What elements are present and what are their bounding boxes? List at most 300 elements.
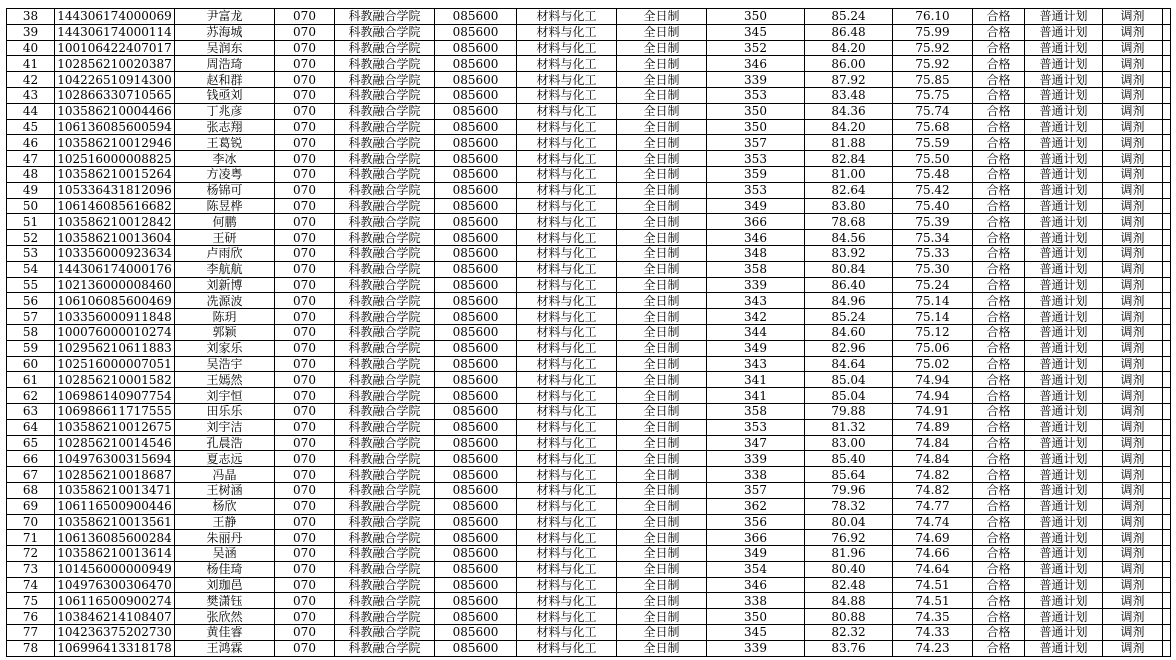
cell-initial-score: 349 (707, 546, 805, 562)
cell-initial-score: 350 (707, 9, 805, 25)
cell-qualification: 合格 (973, 56, 1025, 72)
cell-exam-id: 103586210012842 (55, 214, 175, 230)
cell-study-mode: 全日制 (617, 514, 707, 530)
cell-qualification: 合格 (973, 609, 1025, 625)
cell-dept-name: 科教融合学院 (335, 40, 435, 56)
cell-admission-type: 调剂 (1103, 87, 1163, 103)
cell-plan-type: 普通计划 (1025, 388, 1103, 404)
cell-plan-type: 普通计划 (1025, 609, 1103, 625)
cell-major-name: 材料与化工 (517, 340, 617, 356)
table-row (7, 261, 1171, 277)
cell-student-name: 赵和群 (175, 72, 275, 88)
cell-major-code: 085600 (435, 166, 517, 182)
cell-empty (1163, 577, 1171, 593)
table-row (7, 166, 1171, 182)
cell-retest-score: 85.24 (805, 9, 893, 25)
cell-row-index: 46 (7, 135, 55, 151)
cell-dept-name: 科教融合学院 (335, 24, 435, 40)
cell-dept-name: 科教融合学院 (335, 245, 435, 261)
cell-dept-name: 科教融合学院 (335, 609, 435, 625)
cell-empty (1163, 435, 1171, 451)
cell-major-code: 085600 (435, 56, 517, 72)
cell-row-index: 55 (7, 277, 55, 293)
cell-study-mode: 全日制 (617, 498, 707, 514)
cell-dept-name: 科教融合学院 (335, 530, 435, 546)
cell-study-mode: 全日制 (617, 9, 707, 25)
cell-major-code: 085600 (435, 546, 517, 562)
cell-row-index: 63 (7, 403, 55, 419)
cell-student-name: 王鸿霖 (175, 640, 275, 656)
cell-dept-code: 070 (275, 56, 335, 72)
table-row (7, 435, 1171, 451)
cell-initial-score: 339 (707, 451, 805, 467)
table-row (7, 151, 1171, 167)
table-row (7, 561, 1171, 577)
cell-major-code: 085600 (435, 9, 517, 25)
cell-initial-score: 347 (707, 435, 805, 451)
cell-student-name: 陈昱桦 (175, 198, 275, 214)
cell-major-name: 材料与化工 (517, 198, 617, 214)
cell-admission-type: 调剂 (1103, 324, 1163, 340)
cell-dept-code: 070 (275, 530, 335, 546)
cell-empty (1163, 625, 1171, 641)
cell-major-name: 材料与化工 (517, 277, 617, 293)
cell-exam-id: 103356000911848 (55, 309, 175, 325)
cell-admission-type: 调剂 (1103, 435, 1163, 451)
cell-total-score: 75.40 (893, 198, 973, 214)
cell-dept-code: 070 (275, 151, 335, 167)
cell-dept-name: 科教融合学院 (335, 577, 435, 593)
cell-retest-score: 83.92 (805, 245, 893, 261)
cell-major-name: 材料与化工 (517, 151, 617, 167)
cell-qualification: 合格 (973, 419, 1025, 435)
cell-dept-code: 070 (275, 135, 335, 151)
cell-dept-code: 070 (275, 40, 335, 56)
cell-qualification: 合格 (973, 103, 1025, 119)
cell-dept-name: 科教融合学院 (335, 214, 435, 230)
cell-dept-code: 070 (275, 419, 335, 435)
cell-row-index: 68 (7, 482, 55, 498)
cell-student-name: 孔晨浩 (175, 435, 275, 451)
cell-initial-score: 353 (707, 419, 805, 435)
cell-retest-score: 82.64 (805, 182, 893, 198)
cell-exam-id: 103586210004466 (55, 103, 175, 119)
cell-retest-score: 83.48 (805, 87, 893, 103)
cell-major-name: 材料与化工 (517, 609, 617, 625)
cell-admission-type: 调剂 (1103, 9, 1163, 25)
table-row (7, 514, 1171, 530)
cell-study-mode: 全日制 (617, 293, 707, 309)
cell-total-score: 74.51 (893, 577, 973, 593)
cell-plan-type: 普通计划 (1025, 372, 1103, 388)
cell-admission-type: 调剂 (1103, 609, 1163, 625)
cell-admission-type: 调剂 (1103, 561, 1163, 577)
cell-admission-type: 调剂 (1103, 293, 1163, 309)
cell-empty (1163, 324, 1171, 340)
cell-empty (1163, 372, 1171, 388)
cell-retest-score: 86.00 (805, 56, 893, 72)
cell-exam-id: 144306174000114 (55, 24, 175, 40)
cell-qualification: 合格 (973, 561, 1025, 577)
cell-empty (1163, 482, 1171, 498)
cell-study-mode: 全日制 (617, 309, 707, 325)
cell-admission-type: 调剂 (1103, 372, 1163, 388)
cell-empty (1163, 403, 1171, 419)
table-row (7, 9, 1171, 25)
cell-empty (1163, 514, 1171, 530)
cell-plan-type: 普通计划 (1025, 261, 1103, 277)
cell-major-code: 085600 (435, 119, 517, 135)
cell-dept-code: 070 (275, 467, 335, 483)
cell-major-name: 材料与化工 (517, 625, 617, 641)
cell-dept-name: 科教融合学院 (335, 340, 435, 356)
cell-qualification: 合格 (973, 451, 1025, 467)
cell-exam-id: 103586210013471 (55, 482, 175, 498)
cell-major-name: 材料与化工 (517, 435, 617, 451)
cell-major-code: 085600 (435, 609, 517, 625)
cell-major-code: 085600 (435, 24, 517, 40)
cell-row-index: 53 (7, 245, 55, 261)
cell-qualification: 合格 (973, 72, 1025, 88)
cell-qualification: 合格 (973, 340, 1025, 356)
cell-empty (1163, 151, 1171, 167)
table-row (7, 40, 1171, 56)
cell-study-mode: 全日制 (617, 356, 707, 372)
cell-major-code: 085600 (435, 482, 517, 498)
cell-major-code: 085600 (435, 356, 517, 372)
cell-dept-name: 科教融合学院 (335, 182, 435, 198)
cell-exam-id: 102856210018687 (55, 467, 175, 483)
cell-dept-code: 070 (275, 593, 335, 609)
table-row (7, 593, 1171, 609)
cell-dept-name: 科教融合学院 (335, 9, 435, 25)
cell-qualification: 合格 (973, 577, 1025, 593)
cell-total-score: 74.35 (893, 609, 973, 625)
cell-initial-score: 346 (707, 56, 805, 72)
cell-student-name: 王葛锐 (175, 135, 275, 151)
cell-major-name: 材料与化工 (517, 356, 617, 372)
cell-admission-type: 调剂 (1103, 482, 1163, 498)
cell-study-mode: 全日制 (617, 119, 707, 135)
table-row (7, 309, 1171, 325)
cell-total-score: 74.74 (893, 514, 973, 530)
cell-major-code: 085600 (435, 245, 517, 261)
cell-empty (1163, 293, 1171, 309)
cell-retest-score: 79.96 (805, 482, 893, 498)
cell-student-name: 钱亟刘 (175, 87, 275, 103)
cell-empty (1163, 135, 1171, 151)
cell-student-name: 李冰 (175, 151, 275, 167)
cell-dept-code: 070 (275, 625, 335, 641)
cell-study-mode: 全日制 (617, 546, 707, 562)
cell-empty (1163, 119, 1171, 135)
cell-retest-score: 81.32 (805, 419, 893, 435)
cell-exam-id: 102516000007051 (55, 356, 175, 372)
cell-qualification: 合格 (973, 40, 1025, 56)
table-row (7, 277, 1171, 293)
cell-student-name: 朱丽丹 (175, 530, 275, 546)
cell-dept-name: 科教融合学院 (335, 293, 435, 309)
cell-major-code: 085600 (435, 309, 517, 325)
cell-study-mode: 全日制 (617, 372, 707, 388)
cell-student-name: 尹富龙 (175, 9, 275, 25)
cell-major-name: 材料与化工 (517, 593, 617, 609)
cell-retest-score: 84.64 (805, 356, 893, 372)
cell-plan-type: 普通计划 (1025, 9, 1103, 25)
cell-dept-code: 070 (275, 87, 335, 103)
cell-retest-score: 82.84 (805, 151, 893, 167)
cell-dept-name: 科教融合学院 (335, 419, 435, 435)
cell-dept-code: 070 (275, 230, 335, 246)
cell-qualification: 合格 (973, 261, 1025, 277)
cell-study-mode: 全日制 (617, 245, 707, 261)
cell-initial-score: 353 (707, 151, 805, 167)
cell-plan-type: 普通计划 (1025, 419, 1103, 435)
cell-total-score: 74.84 (893, 435, 973, 451)
cell-study-mode: 全日制 (617, 388, 707, 404)
cell-initial-score: 341 (707, 372, 805, 388)
cell-total-score: 75.92 (893, 56, 973, 72)
cell-total-score: 75.02 (893, 356, 973, 372)
cell-student-name: 吴浩宇 (175, 356, 275, 372)
cell-plan-type: 普通计划 (1025, 87, 1103, 103)
cell-empty (1163, 40, 1171, 56)
table-row (7, 103, 1171, 119)
cell-row-index: 62 (7, 388, 55, 404)
cell-row-index: 57 (7, 309, 55, 325)
cell-exam-id: 103586210015264 (55, 166, 175, 182)
cell-dept-code: 070 (275, 324, 335, 340)
table-row (7, 340, 1171, 356)
cell-dept-code: 070 (275, 103, 335, 119)
cell-total-score: 74.94 (893, 372, 973, 388)
cell-row-index: 64 (7, 419, 55, 435)
cell-dept-code: 070 (275, 451, 335, 467)
cell-empty (1163, 593, 1171, 609)
cell-dept-name: 科教融合学院 (335, 151, 435, 167)
cell-qualification: 合格 (973, 198, 1025, 214)
cell-initial-score: 348 (707, 245, 805, 261)
cell-empty (1163, 230, 1171, 246)
cell-dept-name: 科教融合学院 (335, 261, 435, 277)
table-row (7, 72, 1171, 88)
cell-row-index: 72 (7, 546, 55, 562)
cell-dept-name: 科教融合学院 (335, 546, 435, 562)
cell-major-name: 材料与化工 (517, 546, 617, 562)
cell-major-name: 材料与化工 (517, 87, 617, 103)
table-row (7, 419, 1171, 435)
cell-dept-name: 科教融合学院 (335, 467, 435, 483)
cell-initial-score: 343 (707, 356, 805, 372)
cell-student-name: 陈玥 (175, 309, 275, 325)
cell-retest-score: 85.04 (805, 388, 893, 404)
cell-exam-id: 106986140907754 (55, 388, 175, 404)
cell-row-index: 65 (7, 435, 55, 451)
cell-plan-type: 普通计划 (1025, 640, 1103, 656)
cell-dept-code: 070 (275, 514, 335, 530)
cell-student-name: 张志翔 (175, 119, 275, 135)
cell-qualification: 合格 (973, 514, 1025, 530)
cell-student-name: 黄佳睿 (175, 625, 275, 641)
cell-study-mode: 全日制 (617, 261, 707, 277)
cell-major-name: 材料与化工 (517, 403, 617, 419)
cell-major-code: 085600 (435, 293, 517, 309)
cell-major-code: 085600 (435, 40, 517, 56)
cell-major-name: 材料与化工 (517, 214, 617, 230)
cell-student-name: 郭颖 (175, 324, 275, 340)
cell-major-code: 085600 (435, 182, 517, 198)
cell-major-code: 085600 (435, 103, 517, 119)
cell-initial-score: 359 (707, 166, 805, 182)
cell-dept-code: 070 (275, 482, 335, 498)
table-row (7, 356, 1171, 372)
cell-initial-score: 366 (707, 214, 805, 230)
cell-exam-id: 144306174000176 (55, 261, 175, 277)
cell-qualification: 合格 (973, 277, 1025, 293)
cell-dept-code: 070 (275, 388, 335, 404)
cell-retest-score: 79.88 (805, 403, 893, 419)
cell-retest-score: 76.92 (805, 530, 893, 546)
cell-study-mode: 全日制 (617, 198, 707, 214)
cell-student-name: 杨佳琦 (175, 561, 275, 577)
cell-plan-type: 普通计划 (1025, 245, 1103, 261)
cell-row-index: 54 (7, 261, 55, 277)
cell-qualification: 合格 (973, 482, 1025, 498)
cell-dept-name: 科教融合学院 (335, 87, 435, 103)
cell-dept-code: 070 (275, 403, 335, 419)
cell-total-score: 74.51 (893, 593, 973, 609)
cell-qualification: 合格 (973, 388, 1025, 404)
cell-dept-code: 070 (275, 72, 335, 88)
table-row (7, 546, 1171, 562)
table-row (7, 24, 1171, 40)
cell-student-name: 樊潇钰 (175, 593, 275, 609)
cell-student-name: 田乐乐 (175, 403, 275, 419)
cell-retest-score: 84.20 (805, 40, 893, 56)
cell-plan-type: 普通计划 (1025, 514, 1103, 530)
cell-study-mode: 全日制 (617, 467, 707, 483)
cell-plan-type: 普通计划 (1025, 198, 1103, 214)
cell-retest-score: 85.40 (805, 451, 893, 467)
cell-dept-code: 070 (275, 198, 335, 214)
cell-total-score: 74.66 (893, 546, 973, 562)
cell-empty (1163, 182, 1171, 198)
cell-qualification: 合格 (973, 593, 1025, 609)
cell-row-index: 48 (7, 166, 55, 182)
table-row (7, 498, 1171, 514)
cell-major-code: 085600 (435, 593, 517, 609)
cell-dept-name: 科教融合学院 (335, 119, 435, 135)
cell-retest-score: 82.32 (805, 625, 893, 641)
cell-major-name: 材料与化工 (517, 72, 617, 88)
cell-major-code: 085600 (435, 530, 517, 546)
cell-total-score: 74.84 (893, 451, 973, 467)
cell-major-code: 085600 (435, 261, 517, 277)
cell-initial-score: 362 (707, 498, 805, 514)
cell-exam-id: 104976300315694 (55, 451, 175, 467)
cell-initial-score: 345 (707, 24, 805, 40)
cell-exam-id: 102856210001582 (55, 372, 175, 388)
cell-study-mode: 全日制 (617, 625, 707, 641)
cell-study-mode: 全日制 (617, 435, 707, 451)
cell-major-code: 085600 (435, 514, 517, 530)
cell-plan-type: 普通计划 (1025, 24, 1103, 40)
cell-dept-code: 070 (275, 309, 335, 325)
cell-admission-type: 调剂 (1103, 277, 1163, 293)
cell-total-score: 74.64 (893, 561, 973, 577)
cell-retest-score: 84.20 (805, 119, 893, 135)
table-row (7, 625, 1171, 641)
cell-dept-code: 070 (275, 277, 335, 293)
cell-retest-score: 82.48 (805, 577, 893, 593)
cell-student-name: 何鹏 (175, 214, 275, 230)
cell-empty (1163, 56, 1171, 72)
cell-row-index: 50 (7, 198, 55, 214)
cell-initial-score: 353 (707, 87, 805, 103)
cell-qualification: 合格 (973, 467, 1025, 483)
cell-row-index: 51 (7, 214, 55, 230)
cell-student-name: 周浩琦 (175, 56, 275, 72)
cell-plan-type: 普通计划 (1025, 467, 1103, 483)
cell-student-name: 冼源波 (175, 293, 275, 309)
cell-major-code: 085600 (435, 498, 517, 514)
cell-student-name: 刘珈邑 (175, 577, 275, 593)
cell-row-index: 38 (7, 9, 55, 25)
table-row (7, 214, 1171, 230)
cell-major-code: 085600 (435, 467, 517, 483)
cell-empty (1163, 498, 1171, 514)
cell-row-index: 71 (7, 530, 55, 546)
cell-plan-type: 普通计划 (1025, 214, 1103, 230)
cell-plan-type: 普通计划 (1025, 435, 1103, 451)
cell-retest-score: 83.80 (805, 198, 893, 214)
cell-major-code: 085600 (435, 419, 517, 435)
cell-dept-name: 科教融合学院 (335, 388, 435, 404)
cell-initial-score: 346 (707, 230, 805, 246)
cell-admission-type: 调剂 (1103, 577, 1163, 593)
cell-empty (1163, 561, 1171, 577)
cell-initial-score: 349 (707, 340, 805, 356)
cell-study-mode: 全日制 (617, 482, 707, 498)
cell-qualification: 合格 (973, 166, 1025, 182)
cell-empty (1163, 467, 1171, 483)
cell-qualification: 合格 (973, 87, 1025, 103)
cell-initial-score: 339 (707, 277, 805, 293)
cell-plan-type: 普通计划 (1025, 403, 1103, 419)
cell-total-score: 75.59 (893, 135, 973, 151)
cell-study-mode: 全日制 (617, 577, 707, 593)
table-row (7, 530, 1171, 546)
cell-admission-type: 调剂 (1103, 593, 1163, 609)
cell-empty (1163, 309, 1171, 325)
cell-exam-id: 103586210012946 (55, 135, 175, 151)
cell-row-index: 69 (7, 498, 55, 514)
cell-student-name: 吴涵 (175, 546, 275, 562)
cell-dept-name: 科教融合学院 (335, 625, 435, 641)
cell-major-code: 085600 (435, 72, 517, 88)
cell-row-index: 75 (7, 593, 55, 609)
cell-empty (1163, 356, 1171, 372)
cell-initial-score: 343 (707, 293, 805, 309)
cell-major-code: 085600 (435, 230, 517, 246)
cell-retest-score: 84.36 (805, 103, 893, 119)
cell-initial-score: 344 (707, 324, 805, 340)
cell-admission-type: 调剂 (1103, 356, 1163, 372)
cell-major-code: 085600 (435, 403, 517, 419)
cell-exam-id: 106116500900446 (55, 498, 175, 514)
cell-exam-id: 102516000008825 (55, 151, 175, 167)
cell-study-mode: 全日制 (617, 230, 707, 246)
